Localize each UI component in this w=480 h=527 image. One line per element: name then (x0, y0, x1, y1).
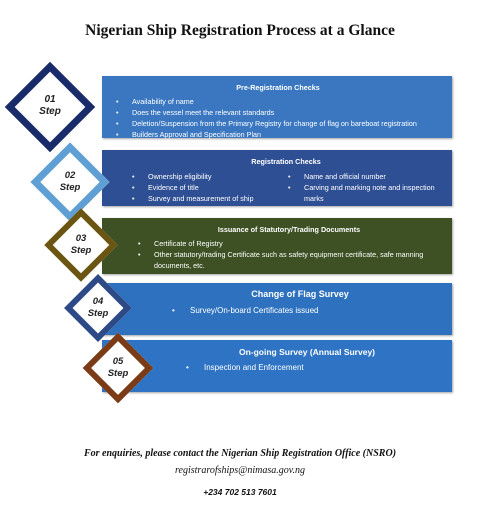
list-item: • Other statutory/trading Certificate such as safety equipment certificate, safe manning documents, etc. (136, 249, 442, 271)
step-3-word: Step (70, 245, 92, 256)
step-3-badge (55, 233, 107, 257)
step-2-word: Step (59, 182, 81, 193)
list-item: • Survey/On-board Certificates issued (158, 305, 442, 316)
list-item: • Certificate of Registry (136, 238, 442, 249)
step-5-badge (93, 356, 143, 380)
step-1-list (114, 96, 442, 140)
step-5-list (172, 362, 442, 373)
step-3-number: 03 (75, 233, 87, 244)
step-4-number: 04 (92, 296, 104, 307)
step-2-heading: Registration Checks (251, 157, 321, 166)
contact-email: registrarofships@nimasa.gov.ng (175, 465, 305, 476)
step-5-heading: On-going Survey (Annual Survey) (238, 347, 376, 357)
step-2-list-left (130, 171, 286, 204)
step-3-heading: Issuance of Statutory/Trading Documents (217, 225, 361, 234)
list-item: • Deletion/Suspension from the Primary Registry for change of flag on bareboat registration (114, 118, 442, 129)
list-item: • Availability of name (114, 96, 442, 107)
step-1-heading: Pre-Registration Checks (236, 83, 320, 92)
step-2-list-right (286, 171, 442, 204)
list-item: • Builders Approval and Specification Plan (114, 129, 442, 140)
step-4-list (158, 305, 442, 316)
step-1-number: 01 (44, 94, 56, 105)
step-1-word: Step (39, 106, 61, 117)
list-item: • Does the vessel meet the relevant standards (114, 107, 442, 118)
list-item: • Ownership eligibility (130, 171, 286, 182)
list-item: • Survey and measurement of ship (130, 193, 286, 204)
step-5-band (102, 340, 452, 392)
step-2-badge (42, 170, 98, 194)
enquiry-text: For enquiries, please contact the Nigerian Ship Registration Office (NSRO) (83, 448, 397, 459)
step-3-list (136, 238, 442, 271)
step-2-number: 02 (64, 170, 76, 181)
step-1-band (102, 76, 452, 138)
page-title: Nigerian Ship Registration Process at a Glance (85, 22, 395, 39)
step-5-number: 05 (112, 356, 124, 367)
step-4-band (102, 283, 452, 335)
step-2-band (102, 150, 452, 206)
step-4-heading: Change of Flag Survey (251, 289, 349, 299)
contact-phone: +234 702 513 7601 (203, 487, 277, 497)
step-4-word: Step (87, 308, 109, 319)
step-4-badge (74, 296, 122, 320)
list-item: • Carving and marking note and inspection marks (286, 182, 442, 204)
step-3-band (102, 218, 452, 274)
list-item: • Evidence of title (130, 182, 286, 193)
list-item: • Inspection and Enforcement (172, 362, 442, 373)
step-1-badge (18, 94, 82, 118)
step-5-word: Step (107, 368, 129, 379)
list-item: • Name and official number (286, 171, 442, 182)
